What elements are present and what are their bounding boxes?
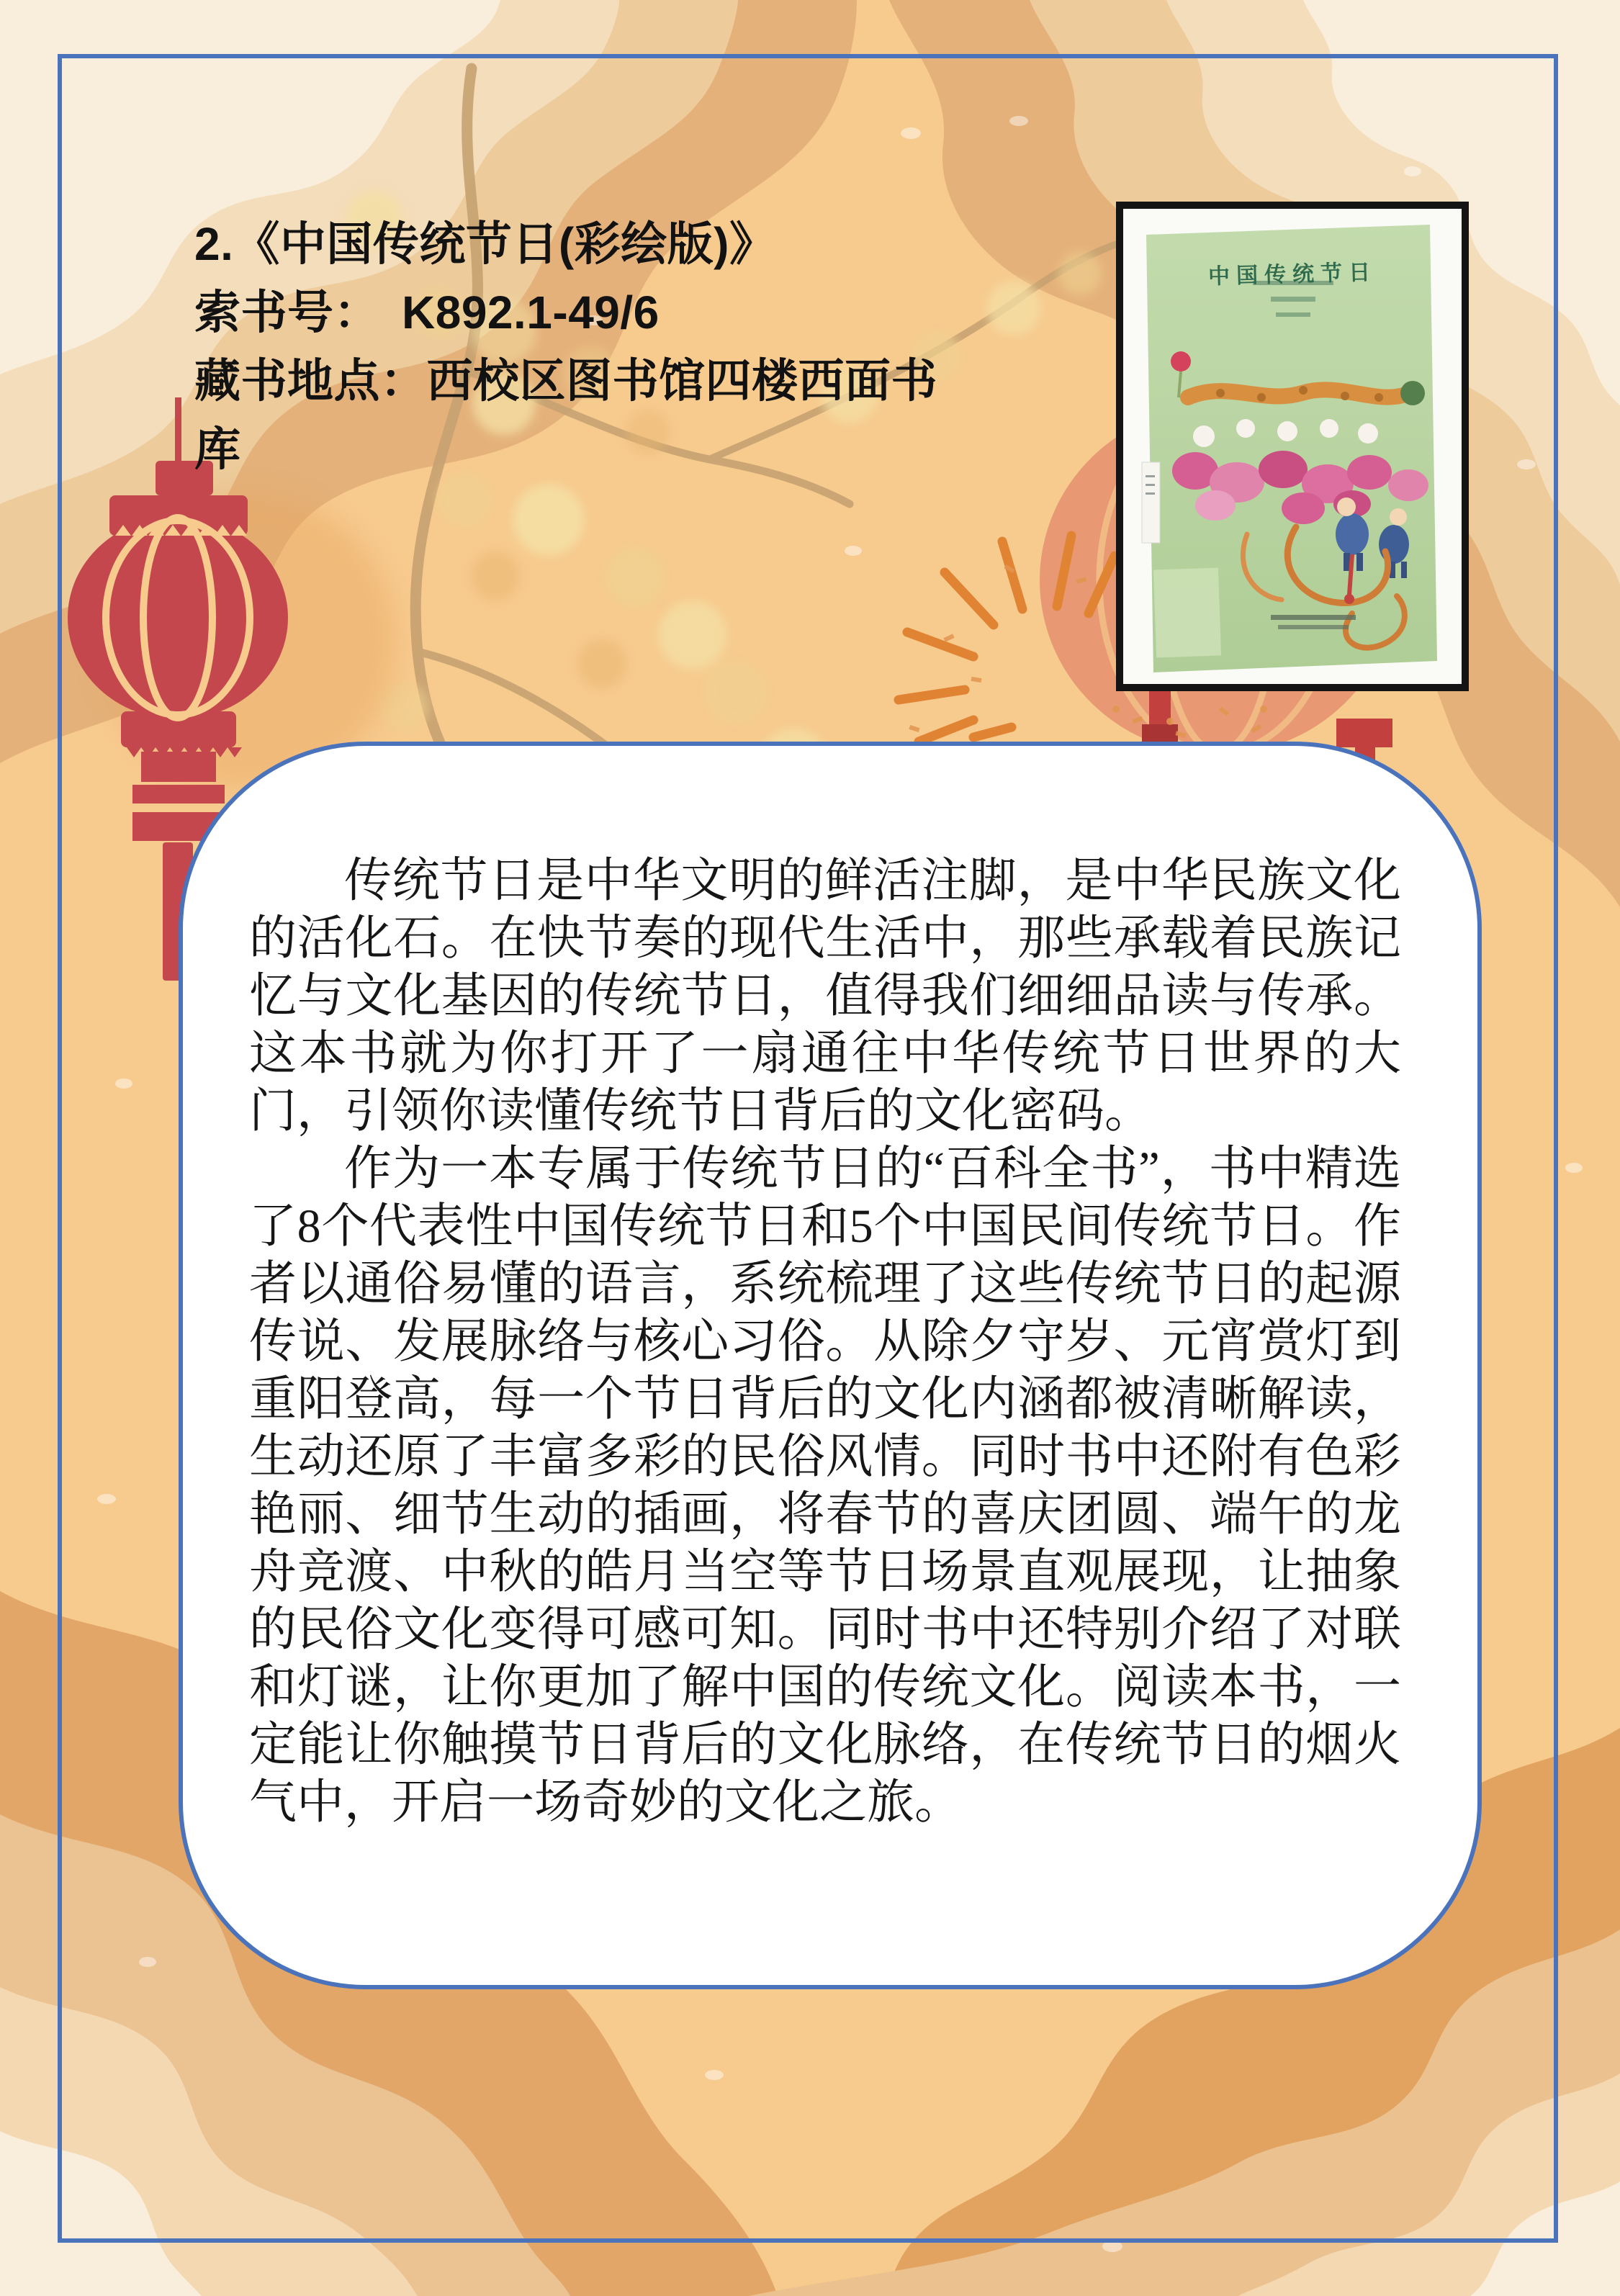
- book-cover-title: 中国传统节日: [1207, 260, 1377, 289]
- call-number-value: K892.1-49/6: [402, 287, 660, 338]
- call-number-sticker: [1142, 462, 1160, 543]
- location-line: [194, 347, 958, 484]
- description-panel: [179, 742, 1482, 1989]
- location-label: 藏书地点：: [194, 355, 427, 407]
- book-photo-inner: [1123, 209, 1462, 684]
- book-title-line: 2.《中国传统节日(彩绘版)》: [194, 218, 776, 270]
- book-cover-photo: [1116, 202, 1469, 691]
- description-paragraph-1: 传统节日是中华文明的鲜活注脚，是中华民族文化的活化石。在快节奏的现代生活中，那些承载着民族记忆与文化基因的传统节日，值得我们细细品读与传承。这本书就为你打开了一扇通往中华传统节日世界的大门，引领你读懂传统节日背后的文化密码。: [249, 855, 1401, 1138]
- call-number-line: [194, 279, 1145, 347]
- book-heading-block: [194, 210, 1145, 484]
- description-paragraph-2: 作为一本专属于传统节日的“百科全书”，书中精选了8个代表性中国传统节日和5个中国民间传统节日。作者以通俗易懂的语言，系统梳理了这些传统节日的起源传说、发展脉络与核心习俗。从除夕守岁、元宵赏灯到重阳登高，每一个节日背后的文化内涵都被清晰解读，生动还原了丰富多彩的民俗风情。同时书中还附有色彩艳丽、细节生动的插画，将春节的喜庆团圆、端午的龙舟竞渡、中秋的皓月当空等节日场景直观展现，让抽象的民俗文化变得可感可知。同时书中还特别介绍了对联和灯谜，让你更加了解中国的传统文化。阅读本书，一定能让你触摸节日背后的文化脉络，在传统节日的烟火气中，开启一场奇妙的文化之旅。: [249, 1143, 1401, 1829]
- cover-label-patch: [1153, 567, 1221, 657]
- location-value: 西校区图书馆四楼西面书库: [194, 355, 937, 475]
- call-number-label: 索书号：: [194, 287, 380, 338]
